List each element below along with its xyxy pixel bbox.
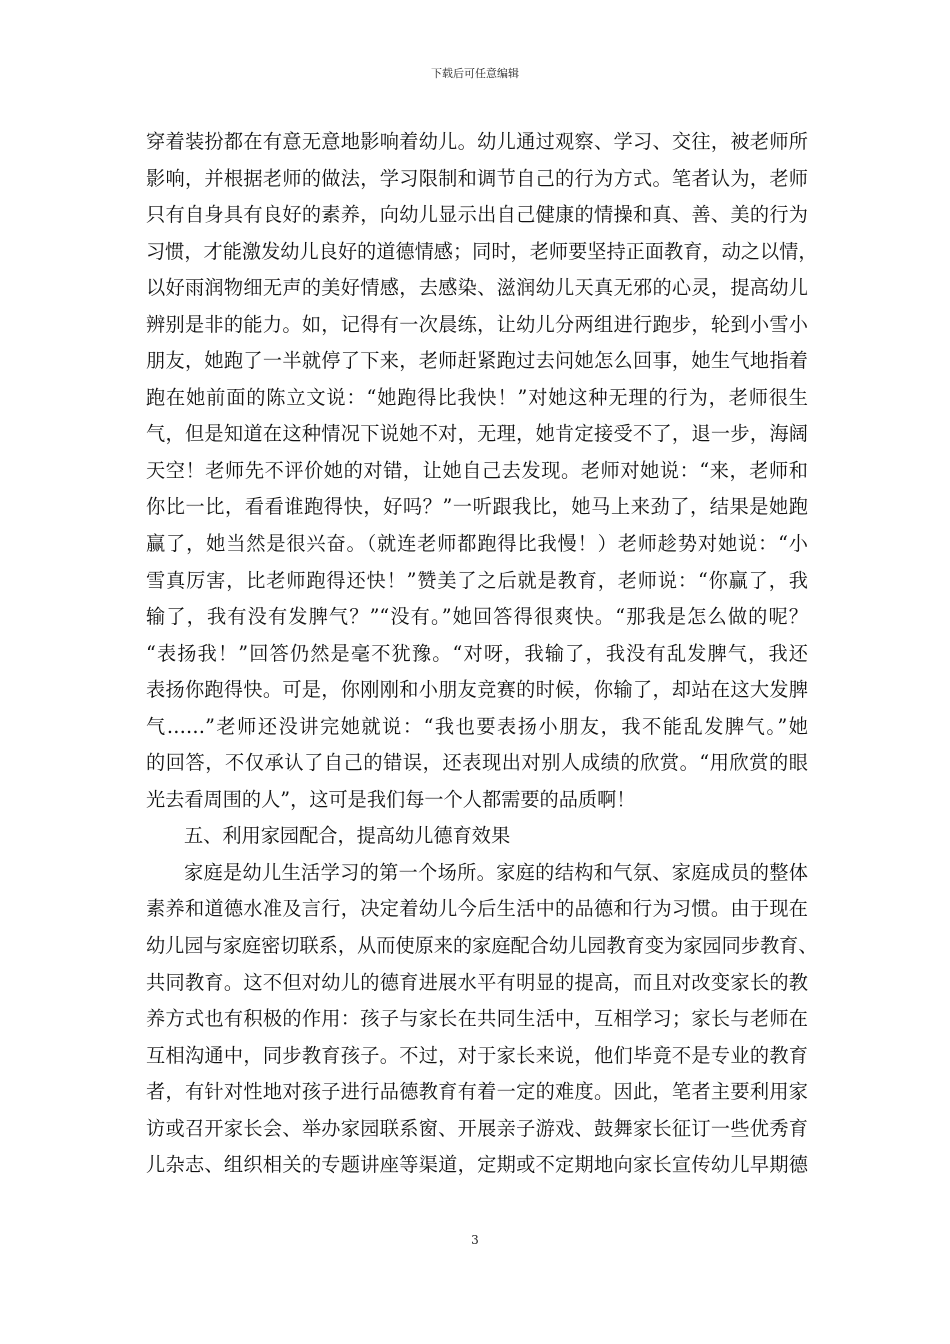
text-line: 赢了，她当然是很兴奋。（就连老师都跑得比我慢！）老师趁势对她说：“小: [146, 532, 808, 556]
text-line: 以好雨润物细无声的美好情感，去感染、滋润幼儿天真无邪的心灵，提高幼儿: [146, 276, 808, 300]
text-line: 表扬你跑得快。可是，你刚刚和小朋友竞赛的时候，你输了，却站在这大发脾: [146, 678, 808, 702]
text-line: 素养和道德水准及言行，决定着幼儿今后生活中的品德和行为习惯。由于现在: [146, 897, 808, 921]
text-line: 影响，并根据老师的做法，学习限制和调节自己的行为方式。笔者认为，老师: [146, 166, 808, 190]
text-line: 访或召开家长会、举办家园联系窗、开展亲子游戏、鼓舞家长征订一些优秀育: [146, 1116, 808, 1140]
text-line: 幼儿园与家庭密切联系，从而使原来的家庭配合幼儿园教育变为家园同步教育、: [146, 934, 818, 958]
text-line: 辨别是非的能力。如，记得有一次晨练，让幼儿分两组进行跑步，轮到小雪小: [146, 312, 808, 336]
page-header: 下载后可任意编辑: [431, 67, 519, 80]
text-line: 习惯，才能激发幼儿良好的道德情感；同时，老师要坚持正面教育，动之以情，: [146, 239, 818, 263]
text-line: 者，有针对性地对孩子进行品德教育有着一定的难度。因此，笔者主要利用家: [146, 1080, 808, 1104]
text-line: 养方式也有积极的作用：孩子与家长在共同生活中，互相学习；家长与老师在: [146, 1007, 808, 1031]
text-line: 跑在她前面的陈立文说：“她跑得比我快！”对她这种无理的行为，老师很生: [146, 385, 808, 409]
text-line: 家庭是幼儿生活学习的第一个场所。家庭的结构和气氛、家庭成员的整体: [184, 860, 808, 884]
text-line: 的回答，不仅承认了自己的错误，还表现出对别人成绩的欣赏。“用欣赏的眼: [146, 751, 808, 775]
text-line: 气……”老师还没讲完她就说：“我也要表扬小朋友，我不能乱发脾气。”她: [146, 714, 808, 738]
text-line: 光去看周围的人”，这可是我们每一个人都需要的品质啊！: [146, 787, 636, 811]
text-line: 你比一比，看看谁跑得快，好吗？”一听跟我比，她马上来劲了，结果是她跑: [146, 495, 808, 519]
text-line: 气，但是知道在这种情况下说她不对，无理，她肯定接受不了，退一步，海阔: [146, 422, 808, 446]
page-number: 3: [471, 1233, 479, 1247]
text-line: “表扬我！”回答仍然是毫不犹豫。“对呀，我输了，我没有乱发脾气，我还: [146, 641, 808, 665]
document-body: [146, 124, 818, 1184]
text-line: 儿杂志、组织相关的专题讲座等渠道，定期或不定期地向家长宣传幼儿早期德: [146, 1153, 808, 1177]
text-line: 穿着装扮都在有意无意地影响着幼儿。幼儿通过观察、学习、交往，被老师所: [146, 130, 808, 153]
paragraph-2: [146, 855, 818, 1184]
section-heading: 五、利用家园配合，提高幼儿德育效果: [184, 824, 511, 848]
paragraph-1: [146, 124, 818, 818]
text-line: 共同教育。这不但对幼儿的德育进展水平有明显的提高，而且对改变家长的教: [146, 970, 808, 994]
text-line: 天空！老师先不评价她的对错，让她自己去发现。老师对她说：“来，老师和: [146, 458, 808, 482]
text-line: 雪真厉害，比老师跑得还快！”赞美了之后就是教育，老师说：“你赢了，我: [146, 568, 808, 592]
text-line: 输了，我有没有发脾气？”“没有。”她回答得很爽快。“那我是怎么做的呢？: [146, 605, 808, 629]
text-line: 朋友，她跑了一半就停了下来，老师赶紧跑过去问她怎么回事，她生气地指着: [146, 349, 808, 373]
text-line: 只有自身具有良好的素养，向幼儿显示出自己健康的情操和真、善、美的行为: [146, 203, 808, 227]
text-line: 互相沟通中，同步教育孩子。不过，对于家长来说，他们毕竟不是专业的教育: [146, 1043, 808, 1067]
